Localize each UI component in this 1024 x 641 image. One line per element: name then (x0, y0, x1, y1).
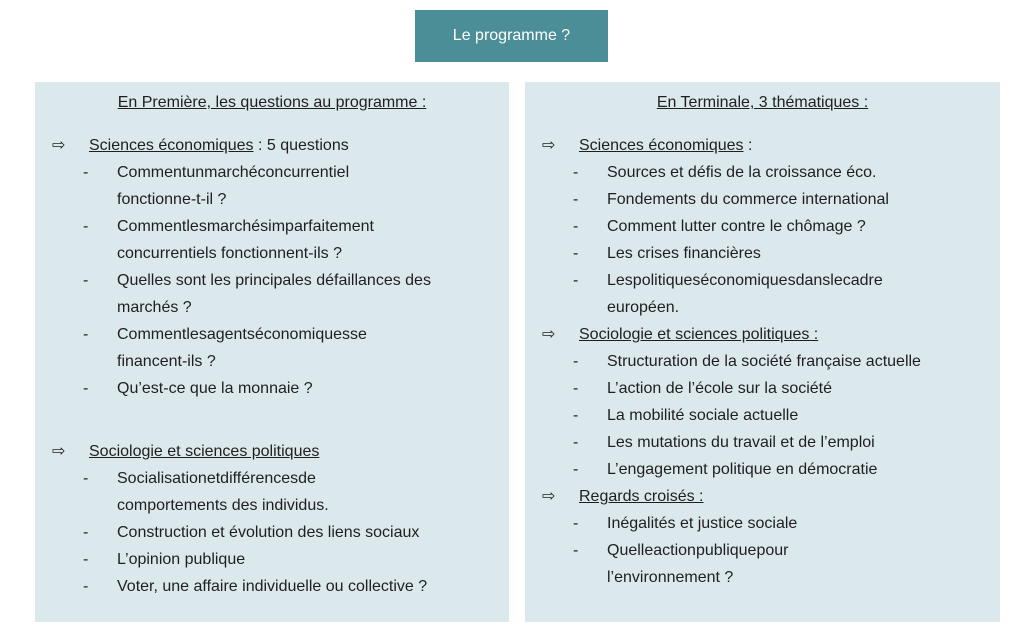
page-title: Le programme ? (415, 10, 608, 62)
list-item-text (117, 321, 493, 348)
list-item (525, 267, 1000, 294)
dash-bullet: - (83, 551, 89, 568)
arrow-icon: ⇨ (542, 137, 556, 154)
terminale-regards-label: Regards croisés : (579, 488, 704, 505)
list-item (525, 375, 1000, 402)
word: Les (607, 272, 633, 289)
terminale-heading: En Terminale, 3 thématiques : (656, 94, 869, 111)
dash-bullet: - (83, 524, 89, 541)
list-item-text: Sources et défis de la croissance éco. (607, 164, 877, 181)
list-item-text: Les mutations du travail et de l’emploi (607, 434, 875, 451)
terminale-panel (525, 82, 1000, 622)
list-item-text (117, 159, 493, 186)
list-item-text: comportements des individus. (117, 497, 329, 514)
dash-bullet: - (573, 515, 579, 532)
list-item-text: Construction et évolution des liens sociaux (117, 524, 420, 541)
list-item (35, 546, 509, 573)
word: les (186, 326, 207, 343)
word: pour (756, 542, 789, 559)
list-item-text: L’engagement politique en démocratie (607, 461, 878, 478)
terminale-eco-suffix: : (743, 137, 753, 154)
word: économiques (254, 326, 351, 343)
word: marché (204, 164, 258, 181)
list-item (525, 240, 1000, 267)
terminale-eco-section (525, 132, 1000, 321)
list-item-text: La mobilité sociale actuelle (607, 407, 799, 424)
word: différences (220, 470, 299, 487)
word: un (186, 164, 205, 181)
dash-bullet: - (573, 353, 579, 370)
word: dans (795, 272, 831, 289)
word: Comment (117, 326, 187, 343)
word: cadre (842, 272, 883, 289)
dash-bullet: - (573, 380, 579, 397)
terminale-socio-title (525, 321, 1000, 348)
dash-bullet: - (573, 407, 579, 424)
premiere-heading: En Première, les questions au programme : (117, 94, 427, 111)
list-item (525, 186, 1000, 213)
dash-bullet: - (83, 470, 89, 487)
list-item-continuation (35, 186, 509, 213)
list-item-continuation (35, 240, 509, 267)
dash-bullet: - (573, 218, 579, 235)
premiere-eco-label: Sciences économiques (89, 137, 254, 154)
list-item-text (607, 267, 982, 294)
list-item-text: concurrentiels fonctionnent-ils ? (117, 245, 343, 262)
list-item-text: L’action de l’école sur la société (607, 380, 833, 397)
word: Comment (117, 218, 187, 235)
list-item-text: Qu’est-ce que la monnaie ? (117, 380, 313, 397)
premiere-socio-title (35, 438, 509, 465)
list-item (525, 159, 1000, 186)
word: concurrentiel (257, 164, 350, 181)
list-item-continuation (35, 348, 509, 375)
word: Socialisation (117, 470, 207, 487)
list-item (525, 402, 1000, 429)
word: publique (695, 542, 757, 559)
list-item (35, 573, 509, 600)
word: économiques (700, 272, 796, 289)
list-item-text: Fondements du commerce international (607, 191, 889, 208)
word: action (653, 542, 696, 559)
list-item-text: Voter, une affaire individuelle ou collective ? (117, 578, 428, 595)
list-item (35, 519, 509, 546)
dash-bullet: - (83, 326, 89, 343)
dash-bullet: - (573, 191, 579, 208)
list-item-text (117, 465, 493, 492)
list-item (525, 456, 1000, 483)
terminale-regards-section (525, 483, 1000, 591)
list-item-text: Quelles sont les principales défaillances des (117, 272, 431, 289)
list-item (35, 213, 509, 240)
list-item-text: Comment lutter contre le chômage ? (607, 218, 866, 235)
list-item (35, 465, 509, 492)
list-item-continuation (35, 492, 509, 519)
arrow-icon: ⇨ (52, 137, 66, 154)
arrow-icon: ⇨ (542, 488, 556, 505)
word: de (298, 470, 316, 487)
list-item (525, 429, 1000, 456)
list-item-text: Structuration de la société française actuelle (607, 353, 921, 370)
list-item-text (607, 537, 982, 564)
list-item-text: l’environnement ? (607, 569, 734, 586)
premiere-socio-section (35, 438, 509, 600)
list-item-text (117, 213, 493, 240)
dash-bullet: - (83, 164, 89, 181)
dash-bullet: - (573, 434, 579, 451)
dash-bullet: - (83, 272, 89, 289)
word: les (186, 218, 207, 235)
list-item-text: fonctionne-t-il ? (117, 191, 227, 208)
list-item (35, 321, 509, 348)
dash-bullet: - (83, 218, 89, 235)
dash-bullet: - (573, 542, 579, 559)
word: et (206, 470, 221, 487)
list-item-text: Inégalités et justice sociale (607, 515, 798, 532)
word: politiques (632, 272, 701, 289)
word: Quelle (607, 542, 654, 559)
premiere-eco-section (35, 132, 509, 402)
list-item-continuation (525, 564, 1000, 591)
list-item-text: européen. (607, 299, 680, 316)
dash-bullet: - (83, 578, 89, 595)
premiere-socio-label: Sociologie et sciences politiques (89, 443, 320, 460)
dash-bullet: - (573, 461, 579, 478)
dash-bullet: - (573, 272, 579, 289)
list-item (35, 375, 509, 402)
list-item (525, 510, 1000, 537)
dash-bullet: - (83, 380, 89, 397)
list-item-text: financent-ils ? (117, 353, 216, 370)
list-item (525, 213, 1000, 240)
terminale-socio-label: Sociologie et sciences politiques : (579, 326, 819, 343)
terminale-eco-title (525, 132, 1000, 159)
word: imparfaitement (268, 218, 374, 235)
terminale-regards-title (525, 483, 1000, 510)
word: marchés (206, 218, 269, 235)
word: Comment (117, 164, 187, 181)
list-item (35, 267, 509, 294)
list-item-continuation (525, 294, 1000, 321)
list-item-text: L’opinion publique (117, 551, 246, 568)
terminale-eco-label: Sciences économiques (579, 137, 744, 154)
premiere-eco-title (35, 132, 509, 159)
list-item (35, 159, 509, 186)
word: agents (206, 326, 255, 343)
list-item-text: Les crises financières (607, 245, 761, 262)
list-item-continuation (35, 294, 509, 321)
list-item-text: marchés ? (117, 299, 192, 316)
premiere-panel (35, 82, 509, 622)
list-item (525, 348, 1000, 375)
list-item (525, 537, 1000, 564)
word: se (350, 326, 367, 343)
word: le (830, 272, 843, 289)
arrow-icon: ⇨ (52, 443, 66, 460)
premiere-eco-suffix: : 5 questions (253, 137, 349, 154)
arrow-icon: ⇨ (542, 326, 556, 343)
terminale-socio-section (525, 321, 1000, 483)
dash-bullet: - (573, 245, 579, 262)
dash-bullet: - (573, 164, 579, 181)
